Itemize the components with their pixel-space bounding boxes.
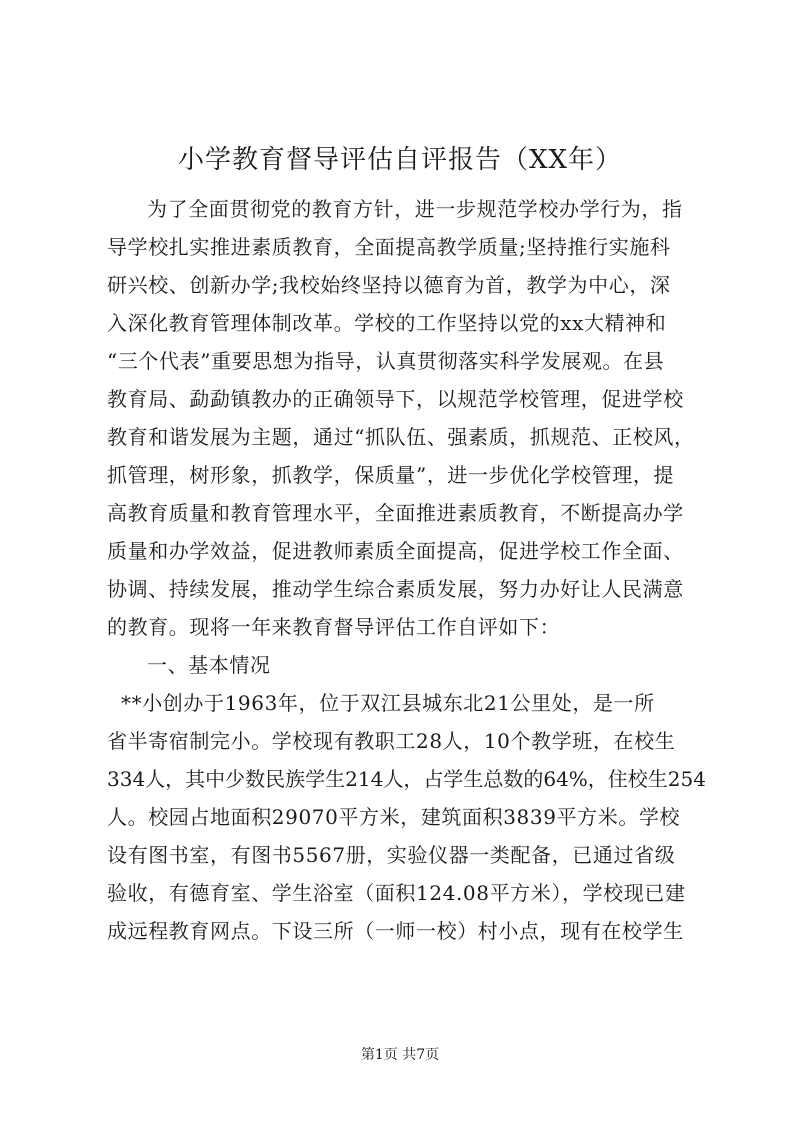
body-line: 协调、持续发展，推动学生综合素质发展，努力办好让人民满意 [107, 577, 684, 601]
page-number: 第1页 共7页 [360, 1047, 440, 1063]
body-line: 入深化教育管理体制改革。学校的工作坚持以党的xx大精神和 [107, 311, 667, 335]
body-line: 人。校园占地面积29070平方米，建筑面积3839平方米。学校 [107, 805, 681, 829]
body-line: 高教育质量和教育管理水平，全面推进素质教育，不断提高办学 [107, 501, 684, 525]
body-line: 教育和谐发展为主题，通过“抓队伍、强素质，抓规范、正校风， [107, 425, 695, 449]
body-line: 成远程教育网点。下设三所（一师一校）村小点，现有在校学生 [107, 919, 684, 943]
document-title: 小学教育督导评估自评报告（XX年） [177, 145, 623, 175]
body-line: 质量和办学效益，促进教师素质全面提高，促进学校工作全面、 [107, 539, 684, 563]
body-line: 教育局、勐勐镇教办的正确领导下，以规范学校管理，促进学校 [107, 387, 684, 411]
body-line: 验收，有德育室、学生浴室（面积124.08平方米），学校现已建 [107, 881, 686, 905]
body-line: 导学校扎实推进素质教育，全面提高教学质量;坚持推行实施科 [107, 235, 671, 259]
body-line: 研兴校、创新办学;我校始终坚持以德育为首，教学为中心，深 [107, 273, 671, 297]
body-line: 抓管理，树形象，抓教学，保质量”，进一步优化学校管理，提 [107, 463, 675, 487]
body-line: 为了全面贯彻党的教育方针，进一步规范学校办学行为，指 [147, 197, 683, 221]
body-line: **小创办于1963年，位于双江县城东北21公里处，是一所 [121, 691, 655, 715]
section-heading: 一、基本情况 [147, 653, 271, 677]
body-line: “三个代表”重要思想为指导，认真贯彻落实科学发展观。在县 [107, 349, 665, 373]
body-line: 设有图书室，有图书5567册，实验仪器一类配备，已通过省级 [107, 843, 676, 867]
body-line: 省半寄宿制完小。学校现有教职工28人，10个教学班，在校生 [107, 729, 676, 753]
body-line: 334人，其中少数民族学生214人，占学生总数的64%，住校生254 [107, 767, 706, 791]
body-line: 的教育。现将一年来教育督导评估工作自评如下： [107, 615, 561, 639]
